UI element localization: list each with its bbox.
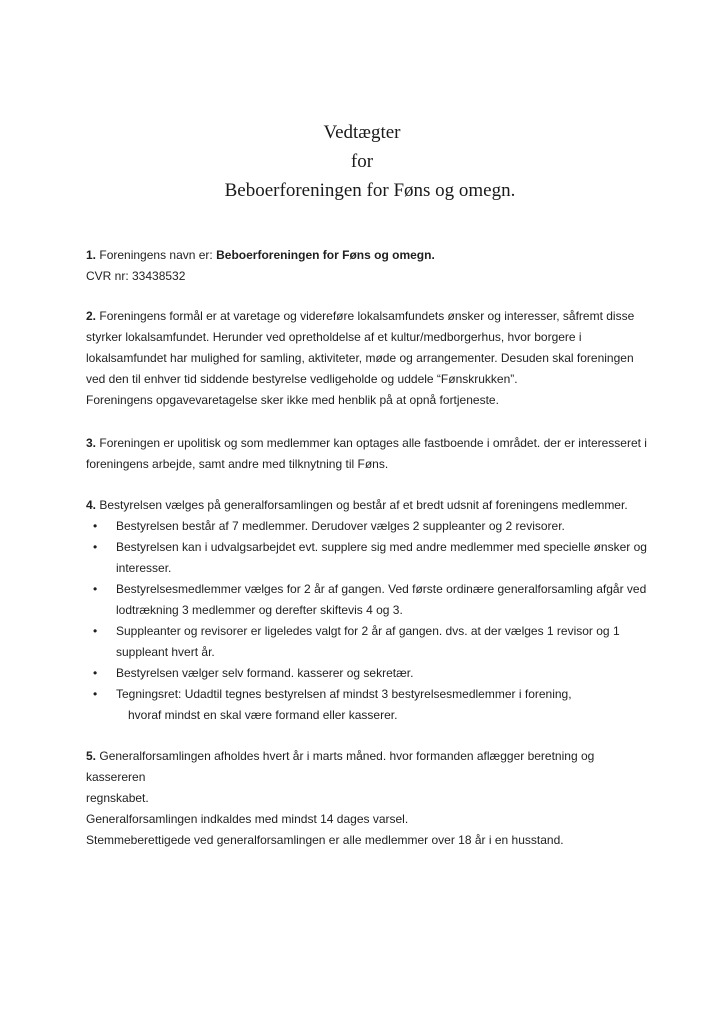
list-item [86, 516, 656, 537]
list-item-text-cont: hvoraf mindst en skal være formand eller kasserer. [128, 708, 398, 722]
section-4-number: 4. [86, 498, 97, 512]
section-1 [86, 245, 656, 287]
section-3-number: 3. [86, 436, 97, 450]
section-4-intro [86, 495, 656, 516]
section-5-number: 5. [86, 749, 97, 763]
list-item-text: Bestyrelsesmedlemmer vælges for 2 år af gangen. Ved første ordinære generalforsamling afgår ved [116, 582, 647, 596]
list-item-text-cont: lodtrækning 3 medlemmer og derefter skiftevis 4 og 3. [116, 603, 403, 617]
list-item [86, 621, 656, 663]
bullet-icon: • [93, 519, 98, 533]
list-item [86, 579, 656, 621]
section-2-line-2: styrker lokalsamfundet. Herunder ved opretholdelse af et kultur/medborgerhus, hvor borgere i [86, 330, 582, 344]
section-3-line-2: foreningens arbejde, samt andre med tilknytning til Føns. [86, 457, 389, 471]
list-item-text: Bestyrelsen vælger selv formand. kasserer og sekretær. [116, 666, 414, 680]
bullet-icon: • [93, 666, 98, 680]
section-5 [86, 746, 656, 851]
section-5-line-1 [86, 746, 656, 788]
list-item [86, 537, 656, 579]
list-item-text: Bestyrelsen består af 7 medlemmer. Derudover vælges 2 suppleanter og 2 revisorer. [116, 519, 565, 533]
section-3-line-1 [86, 433, 656, 454]
cvr-number: CVR nr: 33438532 [86, 269, 186, 283]
section-2-line-3: lokalsamfundet har mulighed for samling, aktiviteter, møde og arrangementer. Desuden skal foreningen [86, 351, 634, 365]
list-item-text-cont: interesser. [116, 561, 172, 575]
section-2-line-1 [86, 306, 656, 327]
bullet-icon: • [93, 582, 98, 596]
bullet-icon: • [93, 540, 98, 554]
section-2-line-5: Foreningens opgavevaretagelse sker ikke med henblik på at opnå fortjeneste. [86, 393, 499, 407]
bullet-icon: • [93, 624, 98, 638]
section-3 [86, 433, 656, 475]
document-title [0, 118, 724, 205]
association-name: Beboerforeningen for Føns og omegn. [216, 248, 435, 262]
section-5-line-4: Stemmeberettigede ved generalforsamlingen er alle medlemmer over 18 år i en husstand. [86, 833, 564, 847]
title-line-3: Beboerforeningen for Føns og omegn. [224, 180, 516, 201]
section-2-text-1: Foreningens formål er at varetage og videreføre lokalsamfundets ønsker og interesser, såfremt disse [99, 309, 635, 323]
section-5-line-2: regnskabet. [86, 791, 149, 805]
section-5-line-3: Generalforsamlingen indkaldes med mindst 14 dages varsel. [86, 812, 409, 826]
list-item-text: Tegningsret: Udadtil tegnes bestyrelsen af mindst 3 bestyrelsesmedlemmer i forening, [116, 687, 572, 701]
list-item [86, 663, 656, 684]
section-2-number: 2. [86, 309, 97, 323]
title-line-1: Vedtægter [323, 122, 401, 143]
list-item-text-cont: suppleant hvert år. [116, 645, 215, 659]
section-4-intro-text: Bestyrelsen vælges på generalforsamlingen og består af et bredt udsnit af foreningens medlemmer. [99, 498, 628, 512]
section-4-bullet-list [86, 516, 656, 726]
list-item [86, 684, 656, 726]
title-line-2: for [350, 151, 374, 172]
section-1-text: Foreningens navn er: [99, 248, 217, 262]
bullet-icon: • [93, 687, 98, 701]
section-1-line [86, 245, 656, 266]
section-2 [86, 306, 656, 411]
list-item-text: Bestyrelsen kan i udvalgsarbejdet evt. supplere sig med andre medlemmer med specielle ønsker og [116, 540, 647, 554]
section-4 [86, 495, 656, 726]
list-item-text: Suppleanter og revisorer er ligeledes valgt for 2 år af gangen. dvs. at der vælges 1 revisor og 1 [116, 624, 620, 638]
section-1-number: 1. [86, 248, 97, 262]
section-5-text-1: Generalforsamlingen afholdes hvert år i marts måned. hvor formanden aflægger beretning og kassereren [86, 749, 595, 784]
section-2-line-4: ved den til enhver tid siddende bestyrelse vedligeholde og uddele “Fønskrukken”. [86, 372, 518, 386]
section-3-text-1: Foreningen er upolitisk og som medlemmer kan optages alle fastboende i området. der er interesseret i [99, 436, 647, 450]
